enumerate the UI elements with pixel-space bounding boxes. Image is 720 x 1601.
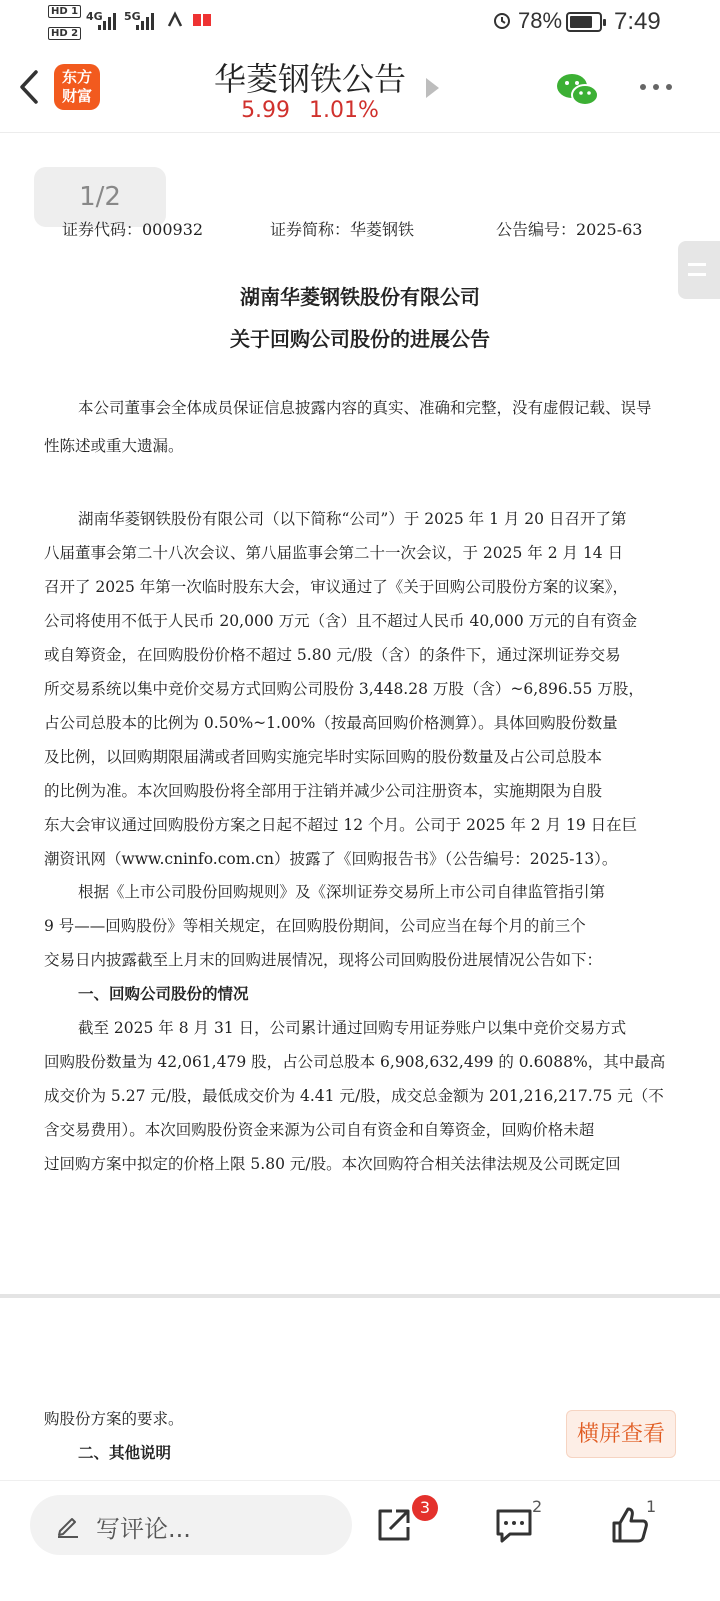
section-heading-1: 一、回购公司股份的情况 <box>78 984 249 1003</box>
landscape-view-button[interactable]: 横屏查看 <box>566 1410 676 1458</box>
app-logo[interactable] <box>54 64 100 110</box>
doc-line: 八届董事会第二十八次会议、第八届监事会第二十一次会议，于 2025 年 2 月 14 日 <box>44 544 624 562</box>
logo-text-1: 东方 <box>61 68 92 86</box>
logo-text-2: 财富 <box>61 87 92 105</box>
network-4g-label: 4G <box>86 10 103 23</box>
stock-quote <box>200 98 420 123</box>
nfc-icon <box>166 11 184 29</box>
section-heading-2: 二、其他说明 <box>78 1443 172 1462</box>
clock-time: 7:49 <box>614 8 661 35</box>
doc-line: 回购股份数量为 42,061,479 股，占公司总股本 6,908,632,499 的 0.6088%，其中最高 <box>44 1053 666 1071</box>
doc-line: 所交易系统以集中竞价交易方式回购公司股份 3,448.28 万股（含）~6,896.55 万股， <box>44 680 644 698</box>
share-badge: 3 <box>412 1495 438 1521</box>
alarm-icon <box>492 10 512 30</box>
doc-line: 的比例为准。本次回购股份将全部用于注销并减少公司注册资本，实施期限为自股 <box>44 782 603 800</box>
doc-line: 含交易费用）。本次回购股份资金来源为公司自有资金和自筹资金，回购价格未超 <box>44 1121 595 1139</box>
app-header <box>0 44 720 133</box>
like-count: 1 <box>646 1497 657 1516</box>
bottom-action-bar <box>0 1480 720 1601</box>
doc-line: 潮资讯网（www.cninfo.com.cn）披露了《回购报告书》（公告编号：2025-13）。 <box>44 850 618 868</box>
stock-price: 5.99 <box>241 98 291 123</box>
comment-count: 2 <box>532 1497 543 1516</box>
doc-line: 9 号——回购股份》等相关规定，在回购股份期间，公司应当在每个月的前三个 <box>44 917 586 935</box>
doc-line: 交易日内披露截至上月末的回购进展情况，现将公司回购股份进展情况公告如下： <box>44 951 603 969</box>
doc-title-subject: 关于回购公司股份的进展公告 <box>230 327 490 351</box>
doc-line: 截至 2025 年 8 月 31 日，公司累计通过回购专用证券账户以集中竞价交易方式 <box>78 1019 627 1037</box>
statement-line: 本公司董事会全体成员保证信息披露内容的真实、准确和完整，没有虚假记载、误导 <box>78 399 652 417</box>
comment-input[interactable] <box>30 1495 352 1555</box>
like-icon[interactable] <box>610 1505 650 1545</box>
doc-title-company: 湖南华菱钢铁股份有限公司 <box>240 285 480 309</box>
back-icon[interactable] <box>14 66 44 108</box>
security-short-name: 证券简称：华菱钢铁 <box>270 220 415 239</box>
hd2-indicator: HD 2 <box>48 27 81 40</box>
network-5g-label: 5G <box>124 10 141 23</box>
more-icon[interactable] <box>640 84 672 90</box>
book-icon <box>192 11 212 29</box>
doc-line: 或自筹资金，在回购股份价格不超过 5.80 元/股（含）的条件下，通过深圳证券交易 <box>44 646 621 664</box>
wechat-icon[interactable] <box>556 70 600 110</box>
page-indicator: 1/2 <box>34 167 166 227</box>
statement-line: 性陈述或重大遗漏。 <box>44 437 184 455</box>
stock-change: 1.01% <box>309 98 379 123</box>
doc-line: 召开了 2025 年第一次临时股东大会，审议通过了《关于回购公司股份方案的议案》， <box>44 578 629 596</box>
page-title: 华菱钢铁公告 <box>213 60 406 98</box>
battery-percent: 78% <box>518 8 563 33</box>
notice-number: 公告编号：2025-63 <box>496 220 643 239</box>
comment-placeholder: 写评论... <box>96 1515 191 1543</box>
doc-line: 占公司总股本的比例为 0.50%~1.00%（按最高回购价格测算）。具体回购股份数量 <box>44 714 618 732</box>
signal-bars-1-icon <box>98 12 116 30</box>
doc-line: 公司将使用不低于人民币 20,000 万元（含）且不超过人民币 40,000 万元的自有资金 <box>44 612 638 630</box>
hd1-indicator: HD 1 <box>48 5 81 18</box>
doc-line: 过回购方案中拟定的价格上限 5.80 元/股。本次回购符合相关法律法规及公司既定回 <box>44 1155 621 1173</box>
comment-icon[interactable] <box>494 1505 534 1545</box>
status-bar <box>0 0 720 44</box>
doc-line: 购股份方案的要求。 <box>44 1410 184 1428</box>
doc-line: 及比例，以回购期限届满或者回购实施完毕时实际回购的股份数量及占公司总股本 <box>44 748 603 766</box>
doc-line: 东大会审议通过回购股份方案之日起不超过 12 个月。公司于 2025 年 2 月 19 日在巨 <box>44 816 638 834</box>
pen-icon <box>54 1511 82 1539</box>
announcement-document <box>0 133 720 1293</box>
share-icon[interactable] <box>374 1505 414 1545</box>
doc-line: 根据《上市公司股份回购规则》及《深圳证券交易所上市公司自律监管指引第 <box>78 883 606 901</box>
security-code: 证券代码：000932 <box>62 220 204 239</box>
doc-line: 成交价为 5.27 元/股，最低成交价为 4.41 元/股，成交总金额为 201,216,217.75 元（不 <box>44 1087 664 1105</box>
battery-icon <box>566 12 602 32</box>
expand-arrow-icon[interactable] <box>426 78 439 98</box>
doc-line: 湖南华菱钢铁股份有限公司（以下简称“公司”）于 2025 年 1 月 20 日召开了第 <box>78 510 627 528</box>
signal-bars-2-icon <box>136 12 154 30</box>
